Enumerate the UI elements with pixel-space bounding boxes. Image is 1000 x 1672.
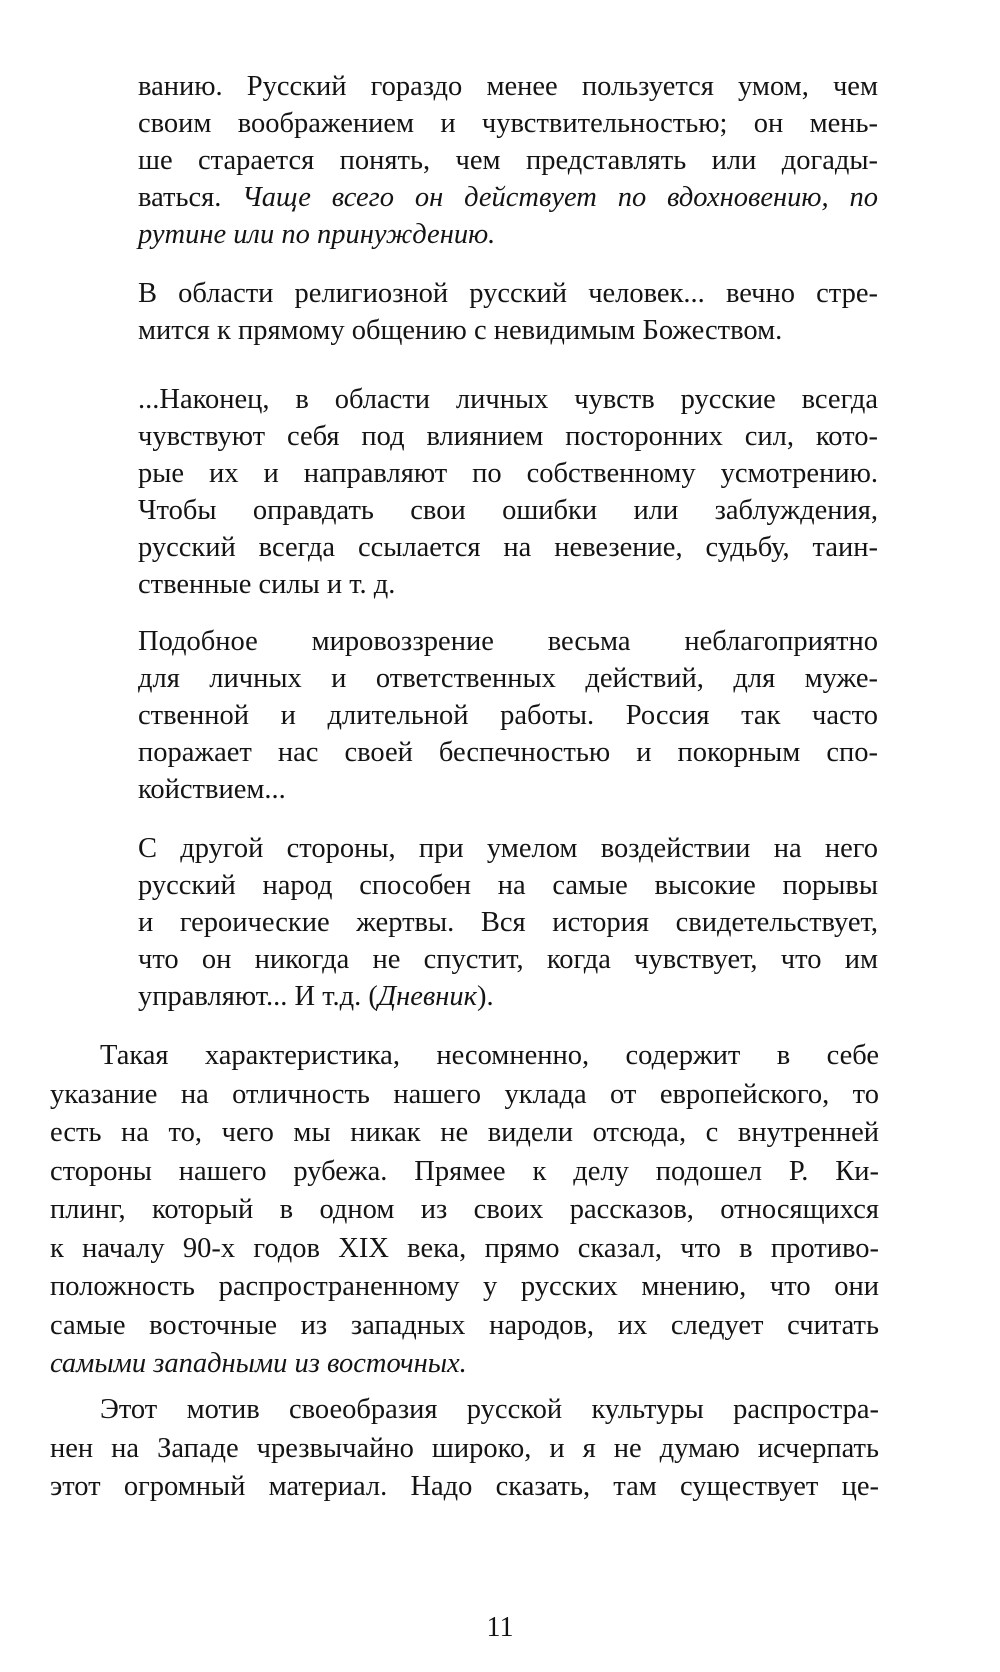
text-line: стороны нашего рубежа. Прямее к делу подошел Р. Ки- xyxy=(50,1155,879,1187)
text-line: нен на Западе чрезвычайно широко, и я не думаю исчерпать xyxy=(50,1432,879,1464)
text-plain: управляют... И т.д. ( xyxy=(138,981,378,1012)
quote-block-1 xyxy=(138,68,878,253)
text-line: рые их и направляют по собственному усмотрению. xyxy=(138,458,878,489)
body-paragraph-1 xyxy=(50,1037,879,1384)
text-line: ственные силы и т. д. xyxy=(138,569,396,600)
text-plain: ваться. xyxy=(138,182,243,213)
text-line: и героические жертвы. Вся история свидетельствует, xyxy=(138,907,878,938)
text-line: к началу 90-х годов XIX века, прямо сказал, что в противо- xyxy=(50,1232,879,1264)
quote-block-4 xyxy=(138,623,878,808)
text-line: Подобное мировоззрение весьма неблагоприятно xyxy=(138,626,878,657)
text-line: койствием... xyxy=(138,774,286,805)
text-line: для личных и ответственных действий, для муже- xyxy=(138,663,878,694)
text-line: ванию. Русский гораздо менее пользуется умом, чем xyxy=(138,71,878,102)
text-line: русский народ способен на самые высокие порывы xyxy=(138,870,878,901)
text-line xyxy=(138,216,878,253)
text-line: этот огромный материал. Надо сказать, там существует це- xyxy=(50,1471,879,1502)
text-plain: ). xyxy=(476,981,494,1012)
emphasis-text: Чаще всего он действует по вдохновению, по xyxy=(242,182,878,213)
text-line: плинг, который в одном из своих рассказов, относящихся xyxy=(50,1194,879,1225)
text-line: что он никогда не спустит, когда чувствует, что им xyxy=(138,944,878,975)
text-line: Этот мотив своеобразия русской культуры распростра- xyxy=(100,1394,879,1425)
text-line: ...Наконец, в области личных чувств русские всегда xyxy=(138,384,878,415)
body-paragraph-2 xyxy=(50,1391,879,1507)
quote-block-3 xyxy=(138,381,878,603)
text-line: ше старается понять, чем представлять или догады- xyxy=(138,145,878,176)
text-line: самые восточные из западных народов, их следует считать xyxy=(50,1309,879,1341)
text-line: ственной и длительной работы. Россия так часто xyxy=(138,700,878,731)
quote-block-5 xyxy=(138,830,878,1015)
quote-block-2 xyxy=(138,275,878,349)
text-line: положность распространенному у русских мнению, что они xyxy=(50,1271,879,1302)
text-line xyxy=(138,978,878,1015)
text-line xyxy=(50,1345,879,1384)
text-line: С другой стороны, при умелом воздействии на него xyxy=(138,833,878,864)
text-line xyxy=(138,179,878,216)
text-line: мится к прямому общению с невидимым Божеством. xyxy=(138,315,783,346)
text-line: В области религиозной русский человек... вечно стре- xyxy=(138,278,878,309)
text-line: поражает нас своей беспечностью и покорным спо- xyxy=(138,737,878,768)
text-line: своим воображением и чувствительностью; он мень- xyxy=(138,108,878,139)
text-line: Чтобы оправдать свои ошибки или заблуждения, xyxy=(138,495,878,526)
source-title: Дневник xyxy=(377,981,477,1012)
emphasis-text: самыми западными из восточных. xyxy=(50,1348,467,1379)
text-line: есть на то, чего мы никак не видели отсюда, с внутренней xyxy=(50,1117,879,1148)
text-line: русский всегда ссылается на невезение, судьбу, таин- xyxy=(138,532,878,563)
text-line: указание на отличность нашего уклада от европейского, то xyxy=(50,1078,879,1110)
text-line: чувствуют себя под влиянием посторонних сил, кото- xyxy=(138,421,878,452)
text-line: Такая характеристика, несомненно, содержит в себе xyxy=(100,1040,879,1071)
emphasis-text: рутине или по принуждению. xyxy=(138,219,496,250)
page-number: 11 xyxy=(486,1612,514,1643)
